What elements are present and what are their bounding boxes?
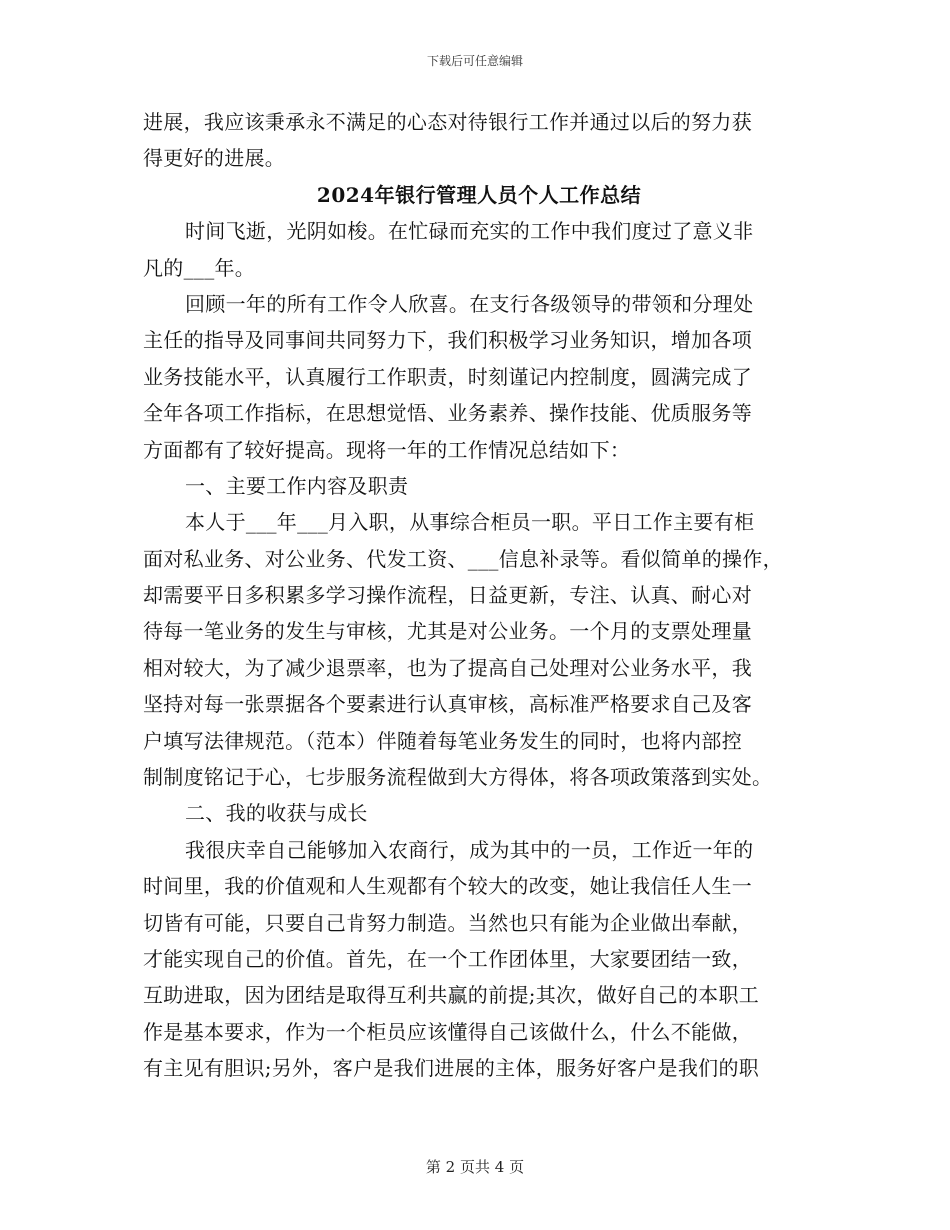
paragraph-3-line-7: 户填写法律规范。（范本）伴随着每笔业务发生的同时，也将内部控 [143,728,742,753]
intro-line-2: 得更好的进展。 [143,146,286,171]
paragraph-4-line-6: 作是基本要求，作为一个柜员应该懂得自己该做什么，什么不能做， [143,1019,752,1044]
paragraph-4-line-7: 有主见有胆识;另外，客户是我们进展的主体，服务好客户是我们的职 [143,1056,760,1081]
paragraph-4-line-3: 切皆有可能，只要自己肯努力制造。当然也只有能为企业做出奉献， [143,910,752,935]
page-header: 下载后可任意编辑 [426,54,523,68]
paragraph-2-line-5: 方面都有了较好提高。现将一年的工作情况总结如下： [143,437,631,462]
document-body [143,104,815,1087]
intro-line-1: 进展，我应该秉承永不满足的心态对待银行工作并通过以后的努力获 [143,110,752,134]
paragraph-1-line-2: 凡的___年。 [143,255,256,280]
section-heading-2: 二、我的收获与成长 [185,801,368,826]
paragraph-2-line-3: 业务技能水平，认真履行工作职责，时刻谨记内控制度，圆满完成了 [143,364,752,389]
paragraph-3-line-1: 本人于___年___月入职，从事综合柜员一职。平日工作主要有柜 [185,510,755,535]
paragraph-3-line-3: 却需要平日多积累多学习操作流程，日益更新，专注、认真、耐心对 [143,583,752,608]
paragraph-4-line-4: 才能实现自己的价值。首先，在一个工作团体里，大家要团结一致， [143,946,752,971]
paragraph-2-line-4: 全年各项工作指标，在思想觉悟、业务素养、操作技能、优质服务等 [143,401,752,426]
paragraph-3-line-8: 制制度铭记于心，七步服务流程做到大方得体，将各项政策落到实处。 [143,765,773,790]
paragraph-4-line-2: 时间里，我的价值观和人生观都有个较大的改变，她让我信任人生一 [143,874,752,899]
section-heading-1: 一、主要工作内容及职责 [185,473,409,498]
paragraph-3-line-2: 面对私业务、对公业务、代发工资、___信息补录等。看似简单的操作， [143,546,783,571]
document-title: 2024年银行管理人员个人工作总结 [316,182,642,207]
paragraph-2-line-1: 回顾一年的所有工作令人欣喜。在支行各级领导的带领和分理处 [185,291,754,316]
paragraph-4-line-5: 互助进取，因为团结是取得互利共赢的前提;其次，做好自己的本职工 [143,983,760,1008]
page-footer: 第 2 页共 4 页 [425,1158,525,1176]
paragraph-2-line-2: 主任的指导及同事间共同努力下，我们积极学习业务知识，增加各项 [143,328,752,353]
paragraph-1-line-1: 时间飞逝，光阴如梭。在忙碌而充实的工作中我们度过了意义非 [185,219,754,244]
paragraph-4-line-1: 我很庆幸自己能够加入农商行，成为其中的一员，工作近一年的 [185,837,754,862]
paragraph-3-line-6: 坚持对每一张票据各个要素进行认真审核，高标准严格要求自己及客 [143,692,752,717]
paragraph-3-line-4: 待每一笔业务的发生与审核，尤其是对公业务。一个月的支票处理量 [143,619,752,644]
paragraph-3-line-5: 相对较大，为了减少退票率，也为了提高自己处理对公业务水平，我 [143,655,752,680]
